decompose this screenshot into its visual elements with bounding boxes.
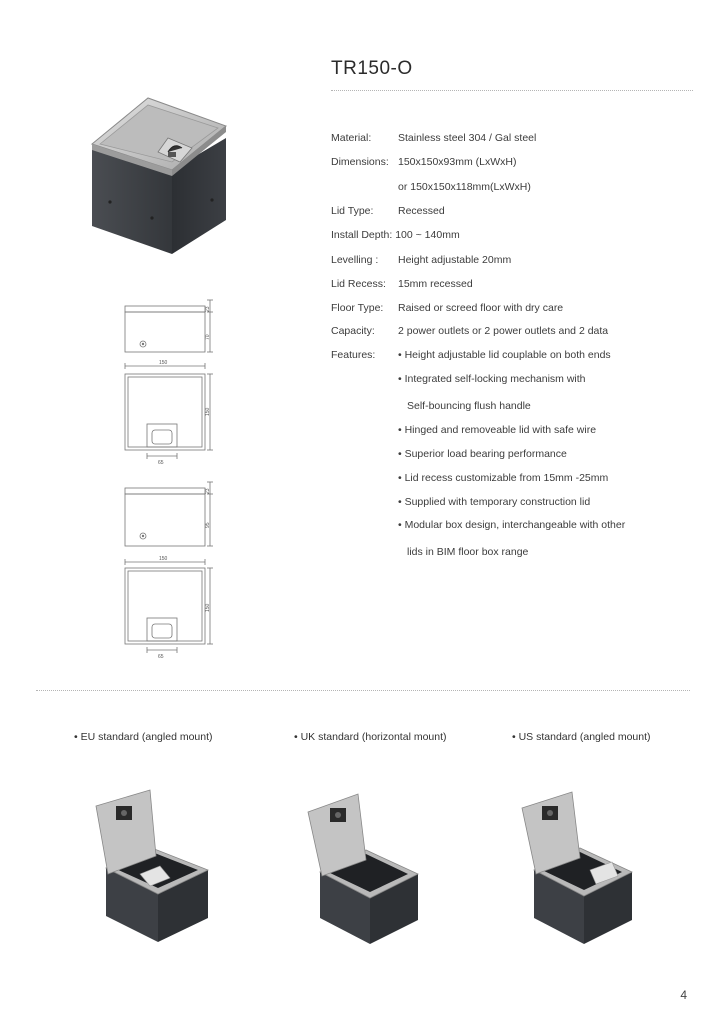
feature-item: • Hinged and removeable lid with safe wire bbox=[398, 424, 597, 436]
technical-drawing-top bbox=[112, 296, 222, 466]
spec-label-lid-recess: Lid Recess: bbox=[331, 278, 386, 290]
spec-value-floor-type: Raised or screed floor with dry care bbox=[398, 302, 564, 314]
spec-value-capacity: 2 power outlets or 2 power outlets and 2 data bbox=[398, 325, 609, 337]
feature-item: • Superior load bearing performance bbox=[398, 448, 567, 460]
spec-value-material: Stainless steel 304 / Gal steel bbox=[398, 132, 537, 144]
dim-body-height: 95 bbox=[205, 522, 211, 528]
feature-item: • Modular box design, interchangeable with other bbox=[398, 519, 626, 531]
spec-label-material: Material: bbox=[331, 132, 372, 144]
dim-body-height: 70 bbox=[205, 334, 211, 340]
dim-depth: 150 bbox=[205, 603, 211, 612]
variant-caption-us: • US standard (angled mount) bbox=[512, 731, 651, 743]
dim-outlet: 65 bbox=[158, 654, 164, 660]
product-photo-eu bbox=[88, 786, 218, 946]
dim-lid-height: 23 bbox=[205, 306, 211, 312]
spec-install-depth: Install Depth: 100 ~ 140mm bbox=[331, 229, 460, 241]
dim-width: 150 bbox=[159, 360, 168, 366]
variant-caption-uk: • UK standard (horizontal mount) bbox=[294, 731, 447, 743]
product-photo-closed bbox=[80, 92, 230, 260]
spec-label-floor-type: Floor Type: bbox=[331, 302, 384, 314]
variant-caption-eu: • EU standard (angled mount) bbox=[74, 731, 213, 743]
spec-value-levelling: Height adjustable 20mm bbox=[398, 254, 512, 266]
feature-item-continued: Self-bouncing flush handle bbox=[407, 400, 531, 412]
product-photo-uk bbox=[300, 786, 430, 946]
dim-width: 150 bbox=[159, 556, 168, 562]
dim-lid-height: 23 bbox=[205, 488, 211, 494]
feature-item: • Lid recess customizable from 15mm -25mm bbox=[398, 472, 609, 484]
spec-value-dimensions: 150x150x93mm (LxWxH) bbox=[398, 156, 517, 168]
title-divider bbox=[331, 90, 693, 91]
spec-label-dimensions: Dimensions: bbox=[331, 156, 389, 168]
section-divider bbox=[36, 690, 690, 691]
spec-value-lid-recess: 15mm recessed bbox=[398, 278, 473, 290]
dim-outlet: 65 bbox=[158, 460, 164, 466]
feature-item-continued: lids in BIM floor box range bbox=[407, 546, 529, 558]
spec-label-lid-type: Lid Type: bbox=[331, 205, 374, 217]
dim-depth: 150 bbox=[205, 407, 211, 416]
product-photo-us bbox=[514, 786, 644, 946]
product-title: TR150-O bbox=[331, 58, 413, 79]
feature-item: • Height adjustable lid couplable on both ends bbox=[398, 349, 611, 361]
technical-drawing-bottom bbox=[112, 478, 222, 670]
feature-item: • Supplied with temporary construction lid bbox=[398, 496, 591, 508]
page-number: 4 bbox=[680, 988, 687, 1002]
spec-label-features: Features: bbox=[331, 349, 376, 361]
spec-value-lid-type: Recessed bbox=[398, 205, 445, 217]
feature-item: • Integrated self-locking mechanism with bbox=[398, 373, 586, 385]
spec-label-levelling: Levelling : bbox=[331, 254, 379, 266]
spec-label-capacity: Capacity: bbox=[331, 325, 375, 337]
spec-value-dimensions-alt: or 150x150x118mm(LxWxH) bbox=[398, 181, 531, 193]
